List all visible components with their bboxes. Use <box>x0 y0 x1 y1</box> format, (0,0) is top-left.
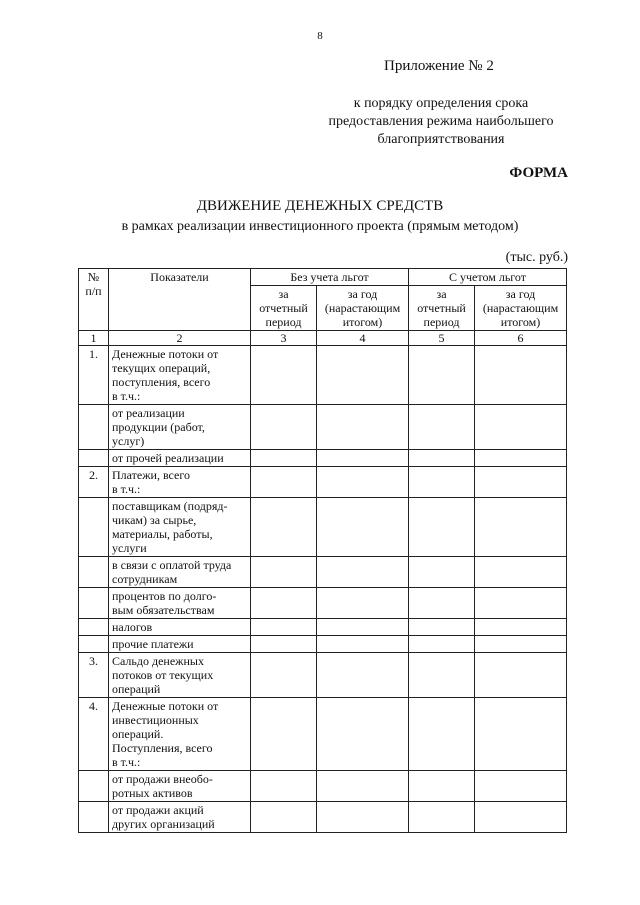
indicator-line: потоков от текущих <box>112 668 214 682</box>
indicator-line: операций. <box>112 727 164 741</box>
row-number <box>79 450 109 467</box>
value-cell[interactable] <box>409 405 475 450</box>
value-cell[interactable] <box>409 498 475 557</box>
value-cell[interactable] <box>409 619 475 636</box>
value-cell[interactable] <box>251 588 317 619</box>
column-number-row <box>79 331 567 346</box>
header-no-benefit: Без учета льгот <box>251 269 409 286</box>
indicator-line: от продажи акций <box>112 803 204 817</box>
value-cell[interactable] <box>317 467 409 498</box>
header-year-line: (нарастающим <box>324 301 401 315</box>
indicator-line: налогов <box>112 620 153 634</box>
table-row <box>79 346 567 405</box>
units-label: (тыс. руб.) <box>505 250 568 265</box>
value-cell[interactable] <box>251 557 317 588</box>
row-number <box>79 588 109 619</box>
value-cell[interactable] <box>251 450 317 467</box>
indicator-line: процентов по долго- <box>112 589 217 603</box>
header-year <box>317 286 409 331</box>
indicator-line: в т.ч.: <box>112 389 141 403</box>
value-cell[interactable] <box>475 557 567 588</box>
header-indicators: Показатели <box>109 269 251 331</box>
header-period-line: за <box>436 287 447 301</box>
value-cell[interactable] <box>317 346 409 405</box>
value-cell[interactable] <box>317 498 409 557</box>
form-label: ФОРМА <box>509 165 568 181</box>
row-number <box>79 636 109 653</box>
value-cell[interactable] <box>475 653 567 698</box>
value-cell[interactable] <box>317 619 409 636</box>
indicator-cell <box>109 467 251 498</box>
header-num-line: п/п <box>85 284 102 298</box>
value-cell[interactable] <box>251 467 317 498</box>
document-subtitle: в рамках реализации инвестиционного проекта (прямым методом) <box>121 219 519 234</box>
document-title: ДВИЖЕНИЕ ДЕНЕЖНЫХ СРЕДСТВ <box>196 198 444 214</box>
indicator-line: Денежные потоки от <box>112 699 219 713</box>
row-number <box>79 405 109 450</box>
value-cell[interactable] <box>251 346 317 405</box>
header-period-line: отчетный <box>417 301 466 315</box>
table-row <box>79 450 567 467</box>
header-with-benefit: С учетом льгот <box>409 269 567 286</box>
indicator-line: Денежные потоки от <box>112 347 219 361</box>
header-year-line: итогом) <box>342 315 383 329</box>
table-row <box>79 771 567 802</box>
value-cell[interactable] <box>409 636 475 653</box>
header-num <box>79 269 109 331</box>
value-cell[interactable] <box>475 346 567 405</box>
column-number: 5 <box>409 331 475 346</box>
row-number <box>79 498 109 557</box>
column-number: 2 <box>109 331 251 346</box>
row-number: 1. <box>79 346 109 405</box>
indicator-line: от реализации <box>112 406 185 420</box>
value-cell[interactable] <box>409 557 475 588</box>
indicator-line: инвестиционных <box>112 713 199 727</box>
row-number: 3. <box>79 653 109 698</box>
value-cell[interactable] <box>251 636 317 653</box>
value-cell[interactable] <box>409 450 475 467</box>
indicator-line: Поступления, всего <box>112 741 213 755</box>
value-cell[interactable] <box>251 405 317 450</box>
header-year-line: итогом) <box>500 315 541 329</box>
value-cell[interactable] <box>475 498 567 557</box>
indicator-line: в связи с оплатой труда <box>112 558 232 572</box>
indicator-cell <box>109 771 251 802</box>
indicator-line: от продажи внеобо- <box>112 772 213 786</box>
row-number <box>79 771 109 802</box>
indicator-line: продукции (работ, <box>112 420 205 434</box>
indicator-cell <box>109 588 251 619</box>
indicator-cell <box>109 619 251 636</box>
indicator-line: услуги <box>112 541 147 555</box>
row-number <box>79 557 109 588</box>
column-number: 1 <box>79 331 109 346</box>
indicator-cell <box>109 498 251 557</box>
value-cell[interactable] <box>317 557 409 588</box>
value-cell[interactable] <box>317 771 409 802</box>
value-cell[interactable] <box>317 653 409 698</box>
appendix-desc-line: предоставления режима наибольшего <box>328 114 554 129</box>
appendix-description <box>316 95 566 149</box>
value-cell[interactable] <box>317 588 409 619</box>
value-cell[interactable] <box>409 698 475 771</box>
value-cell[interactable] <box>317 450 409 467</box>
header-period-line: период <box>265 315 302 329</box>
indicator-line: прочие платежи <box>112 637 194 651</box>
table-header-row <box>79 269 567 286</box>
value-cell[interactable] <box>251 498 317 557</box>
indicator-cell <box>109 557 251 588</box>
value-cell[interactable] <box>409 771 475 802</box>
indicator-line: других организаций <box>112 817 215 831</box>
indicator-line: от прочей реализации <box>112 451 224 465</box>
value-cell[interactable] <box>251 771 317 802</box>
value-cell[interactable] <box>251 698 317 771</box>
value-cell[interactable] <box>317 636 409 653</box>
value-cell[interactable] <box>251 619 317 636</box>
row-number <box>79 802 109 833</box>
value-cell[interactable] <box>475 450 567 467</box>
table-row <box>79 498 567 557</box>
indicator-cell <box>109 698 251 771</box>
indicator-line: ротных активов <box>112 786 193 800</box>
table-row <box>79 557 567 588</box>
value-cell[interactable] <box>409 588 475 619</box>
indicator-line: чикам) за сырье, <box>112 513 197 527</box>
value-cell[interactable] <box>409 467 475 498</box>
column-number: 4 <box>317 331 409 346</box>
table-row <box>79 467 567 498</box>
header-period-line: отчетный <box>259 301 308 315</box>
value-cell[interactable] <box>409 346 475 405</box>
indicator-cell <box>109 636 251 653</box>
value-cell[interactable] <box>475 802 567 833</box>
indicator-cell <box>109 450 251 467</box>
value-cell[interactable] <box>475 405 567 450</box>
indicator-line: в т.ч.: <box>112 482 141 496</box>
table-row <box>79 698 567 771</box>
row-number: 4. <box>79 698 109 771</box>
indicator-line: вым обязательствам <box>112 603 215 617</box>
table-row <box>79 802 567 833</box>
indicator-line: операций <box>112 682 161 696</box>
appendix-desc-line: благоприятствования <box>377 132 505 147</box>
indicator-line: текущих операций, <box>112 361 211 375</box>
indicator-cell <box>109 802 251 833</box>
header-period-line: за <box>278 287 289 301</box>
indicator-line: поступления, всего <box>112 375 211 389</box>
table-row <box>79 619 567 636</box>
value-cell[interactable] <box>475 467 567 498</box>
indicator-line: Сальдо денежных <box>112 654 204 668</box>
value-cell[interactable] <box>251 653 317 698</box>
indicator-line: Платежи, всего <box>112 468 190 482</box>
indicator-line: материалы, работы, <box>112 527 213 541</box>
value-cell[interactable] <box>409 653 475 698</box>
column-number: 6 <box>475 331 567 346</box>
indicator-cell <box>109 405 251 450</box>
table-row <box>79 588 567 619</box>
value-cell[interactable] <box>317 405 409 450</box>
appendix-desc-line: к порядку определения срока <box>353 96 529 111</box>
indicator-cell <box>109 346 251 405</box>
value-cell[interactable] <box>251 802 317 833</box>
header-period <box>409 286 475 331</box>
indicator-line: поставщикам (подряд- <box>112 499 228 513</box>
header-year-line: (нарастающим <box>482 301 559 315</box>
indicator-cell <box>109 653 251 698</box>
header-year-line: за год <box>347 287 378 301</box>
cash-flow-table <box>78 268 567 833</box>
table-row <box>79 405 567 450</box>
header-period-line: период <box>423 315 460 329</box>
indicator-line: в т.ч.: <box>112 755 141 769</box>
column-number: 3 <box>251 331 317 346</box>
header-num-line: № <box>87 270 100 284</box>
row-number: 2. <box>79 467 109 498</box>
value-cell[interactable] <box>475 619 567 636</box>
indicator-line: услуг) <box>112 434 145 448</box>
header-year <box>475 286 567 331</box>
value-cell[interactable] <box>475 588 567 619</box>
value-cell[interactable] <box>317 698 409 771</box>
table-row <box>79 653 567 698</box>
value-cell[interactable] <box>475 771 567 802</box>
indicator-line: сотрудникам <box>112 572 178 586</box>
value-cell[interactable] <box>475 698 567 771</box>
page-number: 8 <box>317 30 323 42</box>
header-period <box>251 286 317 331</box>
value-cell[interactable] <box>475 636 567 653</box>
value-cell[interactable] <box>409 802 475 833</box>
table-row <box>79 636 567 653</box>
header-year-line: за год <box>505 287 536 301</box>
row-number <box>79 619 109 636</box>
table-body <box>79 346 567 833</box>
appendix-title: Приложение № 2 <box>384 58 494 74</box>
value-cell[interactable] <box>317 802 409 833</box>
